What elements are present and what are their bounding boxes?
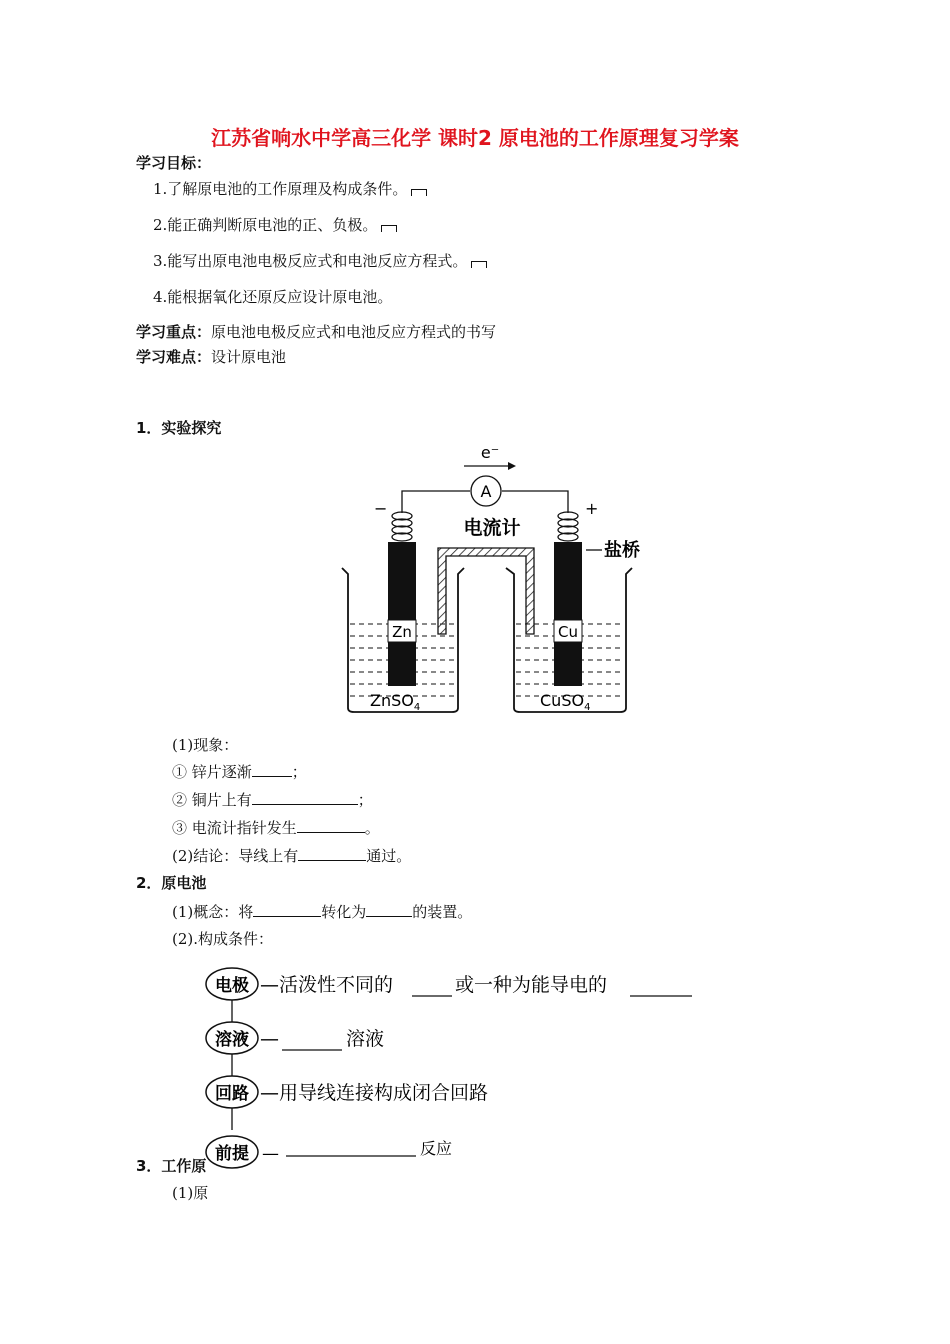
svg-text:电极: 电极: [215, 976, 249, 996]
copper-label: Cu: [558, 623, 578, 641]
zinc-electrode: [388, 542, 416, 686]
answer-blank[interactable]: [366, 902, 412, 917]
answer-blank[interactable]: [297, 818, 365, 833]
objective-4: 4.能根据氧化还原反应设计原电池。: [153, 288, 393, 306]
electron-arrow-head-icon: [508, 462, 516, 470]
meter-label: 电流计: [463, 517, 521, 539]
conditions-diagram: [200, 962, 700, 1176]
electrode-condition: —活泼性不同的: [260, 974, 394, 996]
difficulty-line: [136, 346, 286, 367]
copper-electrode: [554, 542, 582, 686]
focus-line: [136, 321, 496, 342]
answer-blank[interactable]: [252, 762, 292, 777]
section2-heading: 2．原电池: [136, 874, 207, 892]
answer-blank[interactable]: [298, 846, 366, 861]
conditions-label: (2).构成条件：: [172, 930, 274, 948]
edit-mark-icon: [381, 225, 397, 232]
section1-heading: 1．实验探究: [136, 419, 222, 437]
document-title: 江苏省响水中学高三化学 课时2 原电池的工作原理复习学案: [211, 126, 739, 150]
circuit-condition: —用导线连接构成闭合回路: [260, 1082, 489, 1104]
answer-blank[interactable]: [253, 902, 321, 917]
electron-label: e⁻: [480, 443, 500, 462]
answer-blank[interactable]: [252, 790, 358, 805]
salt-bridge-label: 盐桥: [604, 540, 640, 561]
svg-text:回路: 回路: [215, 1084, 249, 1104]
zinc-label: Zn: [392, 623, 412, 641]
svg-text:前提: 前提: [215, 1144, 249, 1164]
right-solution-label: CuSO$_4$: [540, 691, 591, 713]
objective-3: 3.能写出原电池电极反应式和电池反应方程式。: [153, 250, 487, 271]
positive-sign: +: [585, 499, 599, 518]
galvanic-cell-diagram: [330, 438, 640, 718]
focus-text: 原电池电极反应式和电池反应方程式的书写: [211, 323, 497, 341]
edit-mark-icon: [411, 189, 427, 196]
section3-heading: 3．工作原: [136, 1157, 207, 1175]
objective-1: 1.了解原电池的工作原理及构成条件。: [153, 178, 427, 199]
concept-line: (1)概念：将 转化为 的装置。: [172, 903, 473, 921]
focus-label: 学习重点：: [136, 323, 212, 341]
phenomenon-2: ② 铜片上有 ；: [172, 791, 373, 809]
phenomenon-1: ① 锌片逐渐 ；: [172, 763, 307, 781]
left-coil-icon: [392, 512, 412, 541]
negative-sign: −: [374, 499, 388, 518]
edit-mark-icon: [471, 261, 487, 268]
svg-text:或一种为能导电的: 或一种为能导电的: [455, 974, 608, 996]
conclusion: (2)结论：导线上有 通过。: [172, 847, 412, 865]
right-wire: [502, 491, 568, 513]
difficulty-label: 学习难点：: [136, 348, 212, 366]
solution-condition: 溶液: [346, 1028, 385, 1050]
svg-text:溶液: 溶液: [215, 1030, 249, 1050]
phenomenon-3: ③ 电流计指针发生 。: [172, 819, 380, 837]
svg-text:—: —: [260, 1028, 279, 1050]
objective-2: 2.能正确判断原电池的正、负极。: [153, 214, 397, 235]
salt-bridge: [438, 548, 534, 634]
left-wire: [402, 491, 470, 513]
left-solution-label: ZnSO$_4$: [370, 691, 421, 713]
section3-sub: (1)原: [172, 1184, 209, 1202]
phenomena-label: (1)现象：: [172, 736, 239, 754]
premise-condition: 反应: [420, 1139, 453, 1158]
difficulty-text: 设计原电池: [211, 348, 287, 366]
ammeter-label: A: [480, 482, 492, 501]
objectives-label: 学习目标：: [136, 154, 212, 172]
right-coil-icon: [558, 512, 578, 541]
svg-text:—: —: [262, 1144, 279, 1164]
